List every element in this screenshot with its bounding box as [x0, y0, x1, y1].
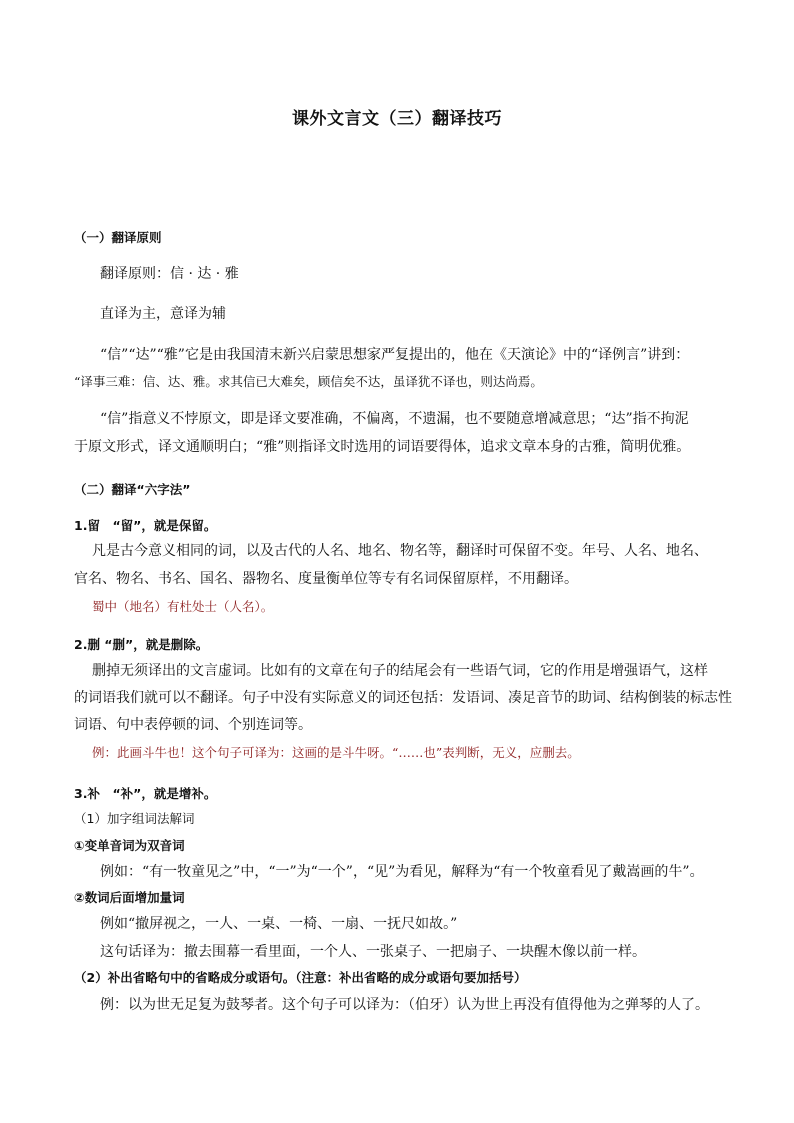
- bu-item-2-example-1: 例如“撤屏视之，一人、一桌、一椅、一扇、一抚尺如故。”: [100, 916, 458, 932]
- liu-paragraph-2: 官名、物名、书名、国名、器物名、度量衡单位等专有名词保留原样，不用翻译。: [74, 571, 578, 587]
- liu-example: 蜀中（地名）有杜处士（人名）。: [92, 599, 274, 614]
- origin-line-1: “信”“达”“雅”它是由我国清末新兴启蒙思想家严复提出的，他在《天演论》中的“译例言”讲到：: [100, 347, 690, 363]
- section-heading-six-methods: （二）翻译“六字法”: [74, 482, 191, 497]
- bu-item-1: ①变单音词为双音词: [74, 838, 185, 853]
- method-text: 直译为主，意译为辅: [100, 306, 226, 322]
- subheading-bu: 3.补 “补”，就是增补。: [74, 786, 217, 801]
- principle-text: 翻译原则：信 · 达 · 雅: [100, 266, 239, 282]
- bu-item-2-example-2: 这句话译为：撤去围幕一看里面，一个人、一张桌子、一把扇子、一块醒木像以前一样。: [100, 944, 646, 960]
- section-heading-principles: （一）翻译原则: [74, 230, 162, 245]
- bu-subheading-1: （1）加字组词法解词: [74, 811, 195, 826]
- subheading-liu: 1.留 “留”，就是保留。: [74, 518, 217, 533]
- shan-example: 例：此画斗牛也！这个句子可译为：这画的是斗牛呀。“……也”表判断，无义，应删去。: [92, 745, 580, 760]
- shan-paragraph-1: 删掉无须译出的文言虚词。比如有的文章在句子的结尾会有一些语气词，它的作用是增强语气，这样: [92, 663, 708, 679]
- subheading-shan: 2.删 “删”，就是删除。: [74, 637, 209, 652]
- bu-subheading-2: （2）补出省略句中的省略成分或语句。（注意：补出省略的成分或语句要加括号）: [74, 970, 527, 985]
- page-title: 课外文言文（三）翻译技巧: [292, 109, 502, 129]
- bu-item-1-example: 例如：“有一牧童见之”中，“一”为“一个”，“见”为看见，解释为“有一个牧童看见了戴嵩画的牛”。: [100, 864, 704, 880]
- bu-subheading-2-example: 例：以为世无足复为鼓琴者。这个句子可以译为：（伯牙）认为世上再没有值得他为之弹琴的人了。: [100, 997, 709, 1013]
- shan-paragraph-3: 词语、句中表停顿的词、个别连词等。: [74, 717, 312, 733]
- shan-paragraph-2: 的词语我们就可以不翻译。句子中没有实际意义的词还包括：发语词、凑足音节的助词、结构倒装的标志性: [74, 690, 732, 706]
- liu-paragraph-1: 凡是古今意义相同的词，以及古代的人名、地名、物名等，翻译时可保留不变。年号、人名、地名、: [92, 543, 708, 559]
- explain-line-2: 于原文形式，译文通顺明白；“雅”则指译文时选用的词语要得体，追求文章本身的古雅，简明优雅。: [74, 439, 691, 455]
- explain-line-1: “信”指意义不悖原文，即是译文要准确，不偏离，不遗漏，也不要随意增减意思；“达”指不拘泥: [100, 411, 689, 427]
- origin-line-2: “译事三难：信、达、雅。求其信已大难矣，顾信矣不达，虽译犹不译也，则达尚焉。: [74, 374, 543, 389]
- bu-item-2: ②数词后面增加量词: [74, 890, 185, 905]
